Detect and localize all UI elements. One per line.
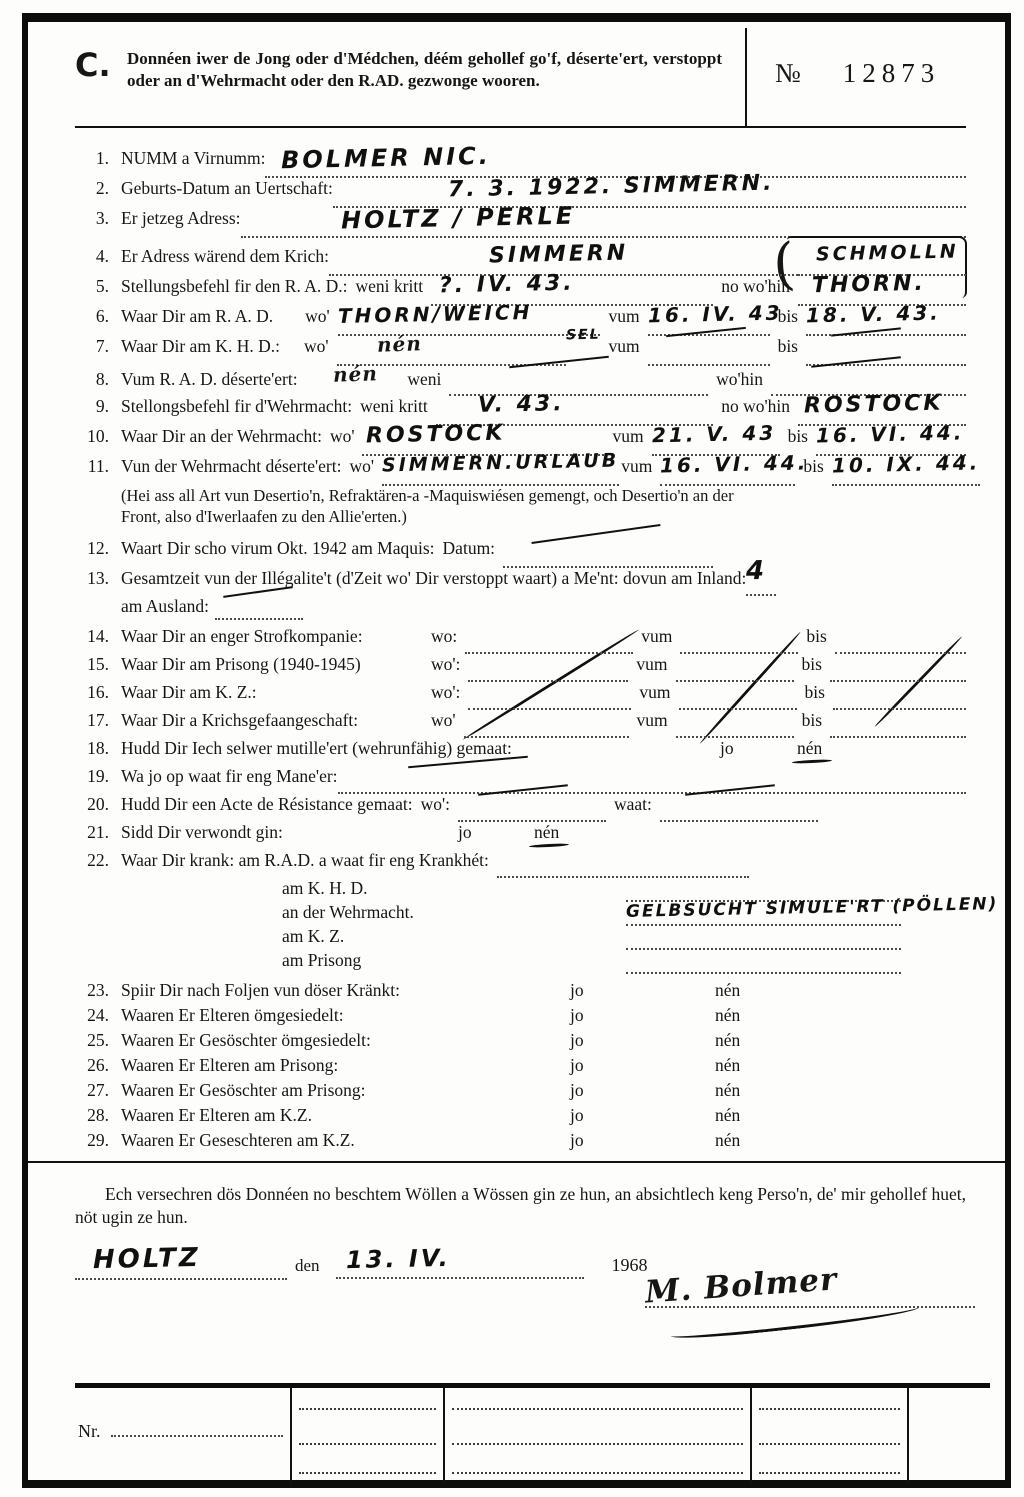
- rows-4-5-group: [75, 231, 966, 306]
- dotted-leader: [111, 1421, 284, 1437]
- item-label: Waar Dir am R. A. D.: [121, 306, 274, 326]
- form-row-12: [75, 538, 966, 568]
- form-row-3: [75, 201, 966, 238]
- dotted-field: [625, 894, 999, 926]
- field-caption: vum: [636, 710, 668, 730]
- handwritten-sel-continuation: SEL: [565, 326, 601, 344]
- form-row-7: [75, 326, 966, 366]
- form-row-22c: [75, 926, 966, 950]
- item-label: Stellongsbefehl fir d'Wehrmacht:: [121, 396, 353, 416]
- field-caption: wo'hin: [716, 369, 763, 389]
- form-row-6: [75, 299, 966, 336]
- printed-year: 1968: [611, 1255, 648, 1275]
- field-caption: wo': [329, 426, 355, 446]
- item-number: 1.: [95, 148, 109, 168]
- item-label: Waaren Er Elteren ömgesiedelt:: [121, 1005, 344, 1025]
- dotted-field: [830, 710, 966, 738]
- item-label: Waar Dir a Krichsgefaangeschaft:: [121, 710, 359, 730]
- form-row-16: [75, 682, 966, 710]
- field-caption: wo': [303, 336, 329, 356]
- item-label: Waaren Er Geseschteren am K.Z.: [121, 1130, 355, 1150]
- item-number: 16.: [87, 682, 109, 702]
- form-row-13b: [121, 596, 966, 620]
- dotted-field: [660, 794, 818, 822]
- item-number: 7.: [95, 336, 109, 356]
- handwritten-thorn: THORN.: [811, 270, 927, 299]
- dotted-field: [835, 626, 966, 654]
- sub-label: an der Wehrmacht.: [282, 902, 414, 922]
- dotted-field: [679, 682, 797, 710]
- item-label: Vum R. A. D. déserte'ert:: [121, 369, 298, 389]
- item-number: 8.: [95, 369, 109, 389]
- form-row-25: [75, 1030, 966, 1055]
- item-label: Wa jo op waat fir eng Mane'er:: [121, 766, 338, 786]
- item-label: Waar Dir am K. H. D.:: [121, 336, 280, 356]
- item-label: Waar Dir krank: am R.A.D. a waat fir eng Krankhét:: [121, 850, 489, 870]
- jo-option: jo: [458, 822, 472, 842]
- dotted-field: [648, 336, 770, 366]
- dotted-field: [806, 336, 966, 366]
- handwritten-nen: nén: [376, 331, 422, 357]
- form-row-22: [75, 850, 966, 878]
- handdrawn-bracket: (: [770, 231, 798, 298]
- form-row-29: [75, 1130, 966, 1155]
- handwritten-signature: M. Bolmer: [643, 1261, 839, 1311]
- nr-row: [78, 1421, 283, 1442]
- dotted-line: [452, 1408, 743, 1410]
- jo-option: jo: [570, 1105, 584, 1125]
- dotted-line: [759, 1408, 900, 1410]
- field-caption: waat:: [613, 794, 652, 814]
- field-caption: bis: [804, 682, 825, 702]
- field-caption: wo:: [431, 626, 458, 646]
- jo-option: jo: [570, 1030, 584, 1050]
- table-cell-nr: [75, 1388, 290, 1485]
- section-divider-rule: [28, 1161, 1005, 1163]
- dotted-field: [338, 766, 966, 794]
- dotted-field: [676, 710, 794, 738]
- item-label: Hudd Dir een Acte de Résistance gemaat:: [121, 794, 413, 814]
- item-label: Waaren Er Gesöschter ömgesiedelt:: [121, 1030, 371, 1050]
- item-number: 22.: [87, 850, 109, 870]
- item-number: 29.: [87, 1130, 109, 1150]
- form-row-22b: [75, 894, 999, 926]
- handwritten-rostock: ROSTOCK: [803, 390, 944, 419]
- form-row-26: [75, 1055, 966, 1080]
- item-number: 27.: [87, 1080, 109, 1100]
- item-number: 23.: [87, 980, 109, 1000]
- field-caption: vum: [641, 626, 673, 646]
- item-number: 2.: [95, 178, 109, 198]
- handwritten-birthdata: 7. 3. 1922. SIMMERN.: [447, 170, 775, 203]
- dotted-field: [75, 1242, 287, 1280]
- field-caption: wo': [431, 710, 456, 730]
- table-cell: [907, 1388, 990, 1485]
- item-label: Stellungsbefehl fir den R. A. D.:: [121, 276, 348, 296]
- field-caption: weni kritt: [355, 276, 424, 296]
- item-label: Waar Dir am K. Z.:: [121, 682, 257, 702]
- field-caption: wo': [349, 456, 375, 476]
- note-line-1: [121, 486, 966, 507]
- field-caption: vum: [612, 426, 644, 446]
- field-caption: no wo'hin: [721, 396, 790, 416]
- dotted-field: [337, 299, 601, 336]
- dotted-line: [452, 1472, 743, 1474]
- dotted-field: [458, 794, 606, 822]
- field-caption: bis: [777, 306, 798, 326]
- handwritten-date: 16. VI. 44.: [660, 450, 809, 478]
- nr-label: Nr.: [78, 1421, 101, 1441]
- form-body: [75, 126, 999, 1155]
- field-caption: wo':: [431, 682, 461, 702]
- dotted-field: [336, 1243, 584, 1279]
- section-description: Donnéen iwer de Jong oder d'Médchen, déém gehollef go'f, déserte'ert, verstoppt oder an d'Wehrmacht oder den R.AD. gezwonge wooren.: [127, 49, 722, 91]
- handwritten-schmolln: SCHMOLLN: [815, 240, 959, 266]
- handwritten-nen: nén: [332, 361, 378, 387]
- item-number: 14.: [87, 626, 109, 646]
- item-number: 9.: [95, 396, 109, 416]
- form-row-24: [75, 1005, 966, 1030]
- nen-option-marked: nén: [797, 738, 823, 758]
- form-row-9: [75, 390, 966, 426]
- item-number: 20.: [87, 794, 109, 814]
- form-row-22d: [75, 950, 966, 974]
- form-row-14: [75, 626, 966, 654]
- form-row-17: [75, 710, 966, 738]
- dotted-field: [468, 682, 631, 710]
- nen-option-marked: nén: [534, 822, 560, 842]
- form-row-28: [75, 1105, 966, 1130]
- handwritten-illness: GELBSUCHT SIMULE'RT (PÖLLEN): [625, 894, 999, 922]
- dotted-field: [468, 654, 628, 682]
- item-number: 5.: [95, 276, 109, 296]
- bottom-registry-table: [75, 1383, 990, 1485]
- declaration-paragraph: [75, 1183, 966, 1229]
- item-number: 17.: [87, 710, 109, 730]
- handwritten-date: 16. VI. 44.: [815, 420, 965, 448]
- handwritten-place: THORN/WEICH: [337, 299, 533, 329]
- item-number: 15.: [87, 654, 109, 674]
- field-caption: weni: [407, 369, 442, 389]
- dotted-line: [452, 1443, 743, 1445]
- field-caption: no wo'hin: [721, 276, 790, 296]
- field-caption: bis: [803, 456, 824, 476]
- item-number: 25.: [87, 1030, 109, 1050]
- item-label: Sidd Dir verwondt gin:: [121, 822, 283, 842]
- handwritten-date: 18. V. 43.: [805, 300, 941, 328]
- form-row-23: [75, 980, 966, 1005]
- item-label: Waaren Er Elteren am K.Z.: [121, 1105, 312, 1125]
- jo-option: jo: [570, 1055, 584, 1075]
- nen-option: nén: [715, 1105, 741, 1125]
- handwritten-place: HOLTZ: [92, 1242, 202, 1276]
- dotted-field: [464, 710, 629, 738]
- dotted-field: [497, 850, 749, 878]
- dotted-field: [660, 450, 809, 486]
- item-number: 4.: [95, 246, 109, 266]
- item-label: Waart Dir scho virum Okt. 1942 am Maquis:: [121, 538, 435, 558]
- handwritten-war-address: SIMMERN: [488, 240, 629, 269]
- form-content: [75, 30, 999, 1155]
- handwritten-place: SIMMERN.URLAUB: [381, 449, 620, 477]
- handwritten-date: 10. IX. 44.: [831, 450, 981, 478]
- handwritten-date: 13. IV.: [345, 1243, 451, 1275]
- dotted-field: [805, 300, 966, 336]
- form-number: [775, 58, 940, 89]
- dotted-field: [830, 654, 966, 682]
- dotted-line: [759, 1472, 900, 1474]
- form-row-13: [75, 555, 966, 596]
- dotted-field: [381, 449, 620, 486]
- handwritten-date: 16. IV. 43: [647, 300, 783, 328]
- signature-block: [643, 1261, 975, 1311]
- date-line: [75, 1242, 648, 1280]
- item-label: NUMM a Virnumm:: [121, 148, 266, 168]
- table-cell: [750, 1388, 907, 1485]
- dotted-field: [746, 555, 776, 596]
- table-cell: [443, 1388, 750, 1485]
- item-label: Waar Dir am Prisong (1940-1945): [121, 654, 361, 674]
- form-number-value: 12873: [842, 58, 941, 88]
- numero-sign: №: [775, 58, 801, 88]
- item-number: 21.: [87, 822, 109, 842]
- jo-option: jo: [570, 1080, 584, 1100]
- form-row-20: [75, 794, 966, 822]
- field-caption: bis: [806, 626, 827, 646]
- field-caption: vum: [621, 456, 653, 476]
- note-line-2: [121, 507, 966, 528]
- dotted-field: [465, 626, 633, 654]
- form-row-18: [75, 738, 966, 766]
- sub-label: am K. H. D.: [282, 878, 368, 898]
- dotted-field: [626, 950, 901, 974]
- field-caption: vum: [608, 306, 640, 326]
- item-number: 6.: [95, 306, 109, 326]
- field-caption: wo':: [431, 654, 461, 674]
- dotted-line: [759, 1443, 900, 1445]
- header-divider-line: [745, 28, 747, 126]
- item-number: 18.: [87, 738, 109, 758]
- item-label: Er Adress wärend dem Krich:: [121, 246, 329, 266]
- item-label: Gesamtzeit vun der Illégalite't (d'Zeit wo' Dir verstoppt waart) a Me'nt: dovun am Inland:: [121, 568, 747, 588]
- handwritten-date: V. 43.: [477, 391, 565, 418]
- item-number: 13.: [87, 568, 109, 588]
- item-number: 26.: [87, 1055, 109, 1075]
- jo-option: jo: [720, 738, 734, 758]
- nen-option: nén: [715, 1130, 741, 1150]
- item-number: 11.: [87, 456, 109, 476]
- form-row-27: [75, 1080, 966, 1105]
- dotted-field: [626, 926, 901, 950]
- field-caption: vum: [608, 336, 640, 356]
- dotted-field: [680, 626, 798, 654]
- dotted-line: [299, 1443, 436, 1445]
- item-label: Waaren Er Elteren am Prisong:: [121, 1055, 339, 1075]
- nen-option: nén: [715, 1055, 741, 1075]
- field-caption: wo':: [420, 794, 450, 814]
- field-caption: wo': [305, 306, 330, 326]
- section-letter: C.: [75, 46, 111, 84]
- item-label: Waar Dir an der Wehrmacht:: [121, 426, 322, 446]
- field-caption: vum: [639, 682, 671, 702]
- form-header: [75, 30, 966, 126]
- form-row-11: [75, 449, 981, 486]
- item-label: Spiir Dir nach Foljen vun döser Kränkt:: [121, 980, 400, 1000]
- form-row-15: [75, 654, 966, 682]
- item-label: Geburts-Datum an Uertschaft:: [121, 178, 333, 198]
- item-label: Waaren Er Gesöschter am Prisong:: [121, 1080, 366, 1100]
- dotted-field: [833, 682, 966, 710]
- item-label: am Ausland:: [121, 596, 209, 616]
- item-number: 19.: [87, 766, 109, 786]
- jo-option: jo: [570, 980, 584, 1000]
- field-caption: bis: [801, 654, 822, 674]
- nen-option: nén: [715, 1080, 741, 1100]
- item-label: Waar Dir an enger Strofkompanie:: [121, 626, 363, 646]
- dotted-field: [215, 596, 303, 620]
- declaration-text: Ech versechren dös Donnéen no beschtem Wöllen a Wössen gin ze hun, an absichtlech keng Perso'n, de' mir gehollef huet, nöt ugin ze hun.: [75, 1184, 966, 1228]
- item-number: 3.: [95, 208, 109, 228]
- note-text: (Hei ass all Art vun Desertio'n, Refraktären-a -Maquiswiésen gemengt, och Desertio'n an der: [121, 486, 734, 505]
- dotted-field: [676, 654, 794, 682]
- dotted-field: [449, 366, 708, 396]
- field-caption: bis: [787, 426, 808, 446]
- field-caption: bis: [801, 710, 823, 730]
- field-caption: Datum:: [442, 538, 496, 558]
- rows-14-17-group: [75, 626, 966, 738]
- nen-option: nén: [715, 1005, 741, 1025]
- sub-label: am Prisong: [282, 950, 362, 970]
- dotted-field: [333, 170, 966, 208]
- item-number: 28.: [87, 1105, 109, 1125]
- item-number: 10.: [87, 426, 109, 446]
- dotted-line: [299, 1408, 436, 1410]
- field-caption: weni kritt: [360, 396, 428, 416]
- dotted-field: [831, 450, 981, 486]
- field-caption: bis: [777, 336, 798, 356]
- form-row-21: [75, 822, 966, 850]
- dotted-field: [503, 538, 713, 568]
- item-label: Er jetzeg Adress:: [121, 208, 241, 228]
- nen-option: nén: [715, 1030, 741, 1050]
- table-cell: [290, 1388, 443, 1485]
- note-text: Front, also d'Iwerlaafen zu den Allie'erten.): [121, 507, 407, 526]
- handwritten-months: 4: [746, 555, 768, 587]
- item-label: Vun der Wehrmacht déserte'ert:: [121, 456, 342, 476]
- handwritten-name: BOLMER NIC.: [281, 141, 492, 175]
- field-caption: vum: [636, 654, 668, 674]
- handwritten-address: HOLTZ / PERLE: [340, 201, 576, 235]
- dotted-line: [299, 1472, 436, 1474]
- jo-option: jo: [570, 1005, 584, 1025]
- handwritten-date: 21. V. 43: [651, 420, 776, 448]
- form-row-1: [75, 141, 966, 178]
- jo-option: jo: [570, 1130, 584, 1150]
- nen-option: nén: [715, 980, 741, 1000]
- sub-label: am K. Z.: [282, 926, 345, 946]
- dotted-field: [241, 201, 966, 238]
- handwritten-date: ?. IV. 43.: [438, 270, 575, 299]
- item-number: 24.: [87, 1005, 109, 1025]
- handwritten-place: ROSTOCK: [366, 420, 507, 449]
- item-number: 12.: [87, 538, 109, 558]
- den-label: den: [295, 1256, 320, 1275]
- item-label: Hudd Dir Iech selwer mutille'ert (wehrunfähig) gemaat:: [121, 738, 512, 758]
